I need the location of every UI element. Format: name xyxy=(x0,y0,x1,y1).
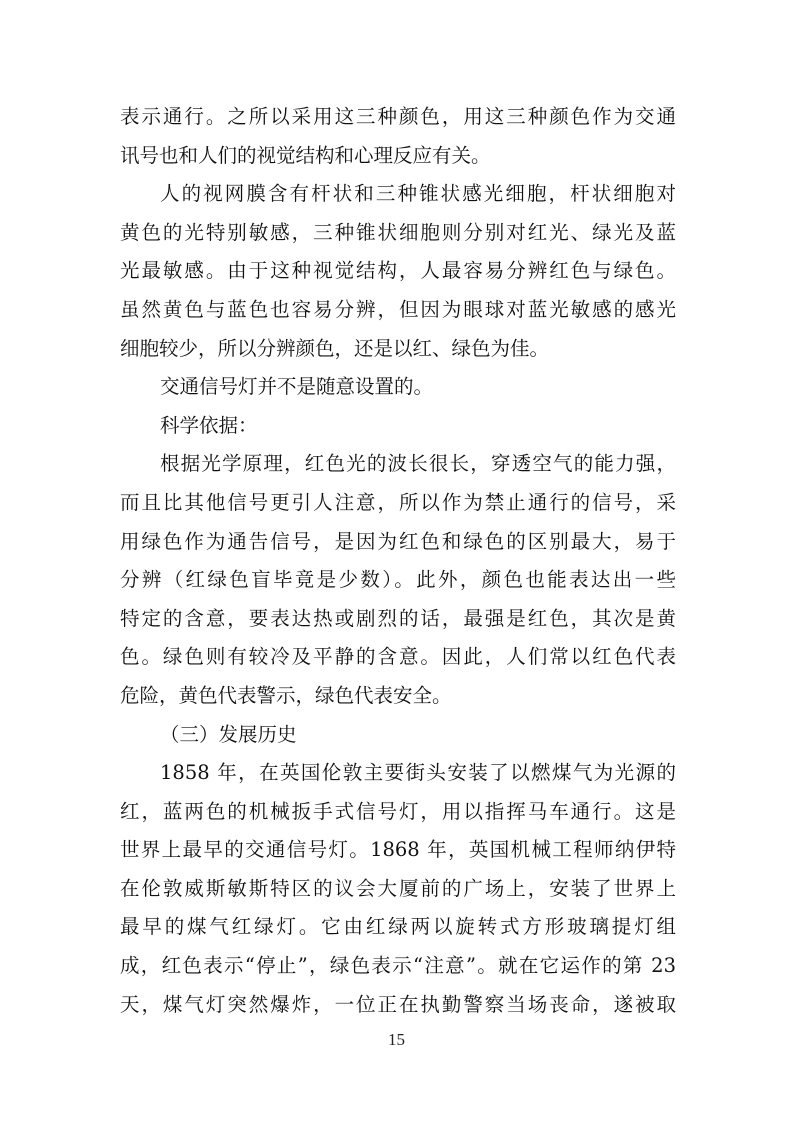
text-line: 危险，黄色代表警示，绿色代表安全。 xyxy=(120,683,452,707)
text-line: 用绿色作为通告信号，是因为红色和绿色的区别最大，易于 xyxy=(120,529,676,553)
text-line: 表示通行。之所以采用这三种颜色，用这三种颜色作为交通 xyxy=(120,105,676,128)
text-line: 成，红色表示“停止”，绿色表示“注意”。就在它运作的第 23 xyxy=(120,954,676,978)
text-line: 讯号也和人们的视觉结构和心理反应有关。 xyxy=(120,143,491,167)
text-line: 最早的煤气红绿灯。它由红绿两以旋转式方形玻璃提灯组 xyxy=(120,915,676,939)
text-line: 科学依据： xyxy=(160,413,258,437)
text-line: 特定的含意，要表达热或剧烈的话，最强是红色，其次是黄 xyxy=(120,606,676,630)
text-line: 天，煤气灯突然爆炸，一位正在执勤警察当场丧命，遂被取 xyxy=(120,992,676,1016)
text-line: 在伦敦威斯敏斯特区的议会大厦前的广场上，安装了世界上 xyxy=(120,876,676,900)
text-line: 色。绿色则有较冷及平静的含意。因此，人们常以红色代表 xyxy=(120,645,676,669)
text-line: 光最敏感。由于这种视觉结构，人最容易分辨红色与绿色。 xyxy=(120,259,676,283)
section-heading: （三）发展历史 xyxy=(160,722,297,746)
page-number: 15 xyxy=(388,1030,405,1049)
text-line: 根据光学原理，红色光的波长很长，穿透空气的能力强， xyxy=(160,452,676,476)
text-line: 细胞较少，所以分辨颜色，还是以红、绿色为佳。 xyxy=(120,336,550,360)
text-line: 虽然黄色与蓝色也容易分辨，但因为眼球对蓝光敏感的感光 xyxy=(120,297,676,321)
text-line: 而且比其他信号更引人注意，所以作为禁止通行的信号，采 xyxy=(120,490,676,514)
text-line: 人的视网膜含有杆状和三种锥状感光细胞，杆状细胞对 xyxy=(160,182,676,206)
text-line: 交通信号灯并不是随意设置的。 xyxy=(160,375,434,399)
text-line: 黄色的光特别敏感，三种锥状细胞则分别对红光、绿光及蓝 xyxy=(120,220,676,244)
text-line: 红，蓝两色的机械扳手式信号灯，用以指挥马车通行。这是 xyxy=(120,799,676,823)
text-line: 分辨（红绿色盲毕竟是少数）。此外，颜色也能表达出一些 xyxy=(120,568,676,592)
text-line: 世界上最早的交通信号灯。1868 年，英国机械工程师纳伊特 xyxy=(120,838,676,862)
text-line: 1858 年，在英国伦敦主要街头安装了以燃煤气为光源的 xyxy=(160,761,676,785)
body-text xyxy=(120,98,676,1024)
